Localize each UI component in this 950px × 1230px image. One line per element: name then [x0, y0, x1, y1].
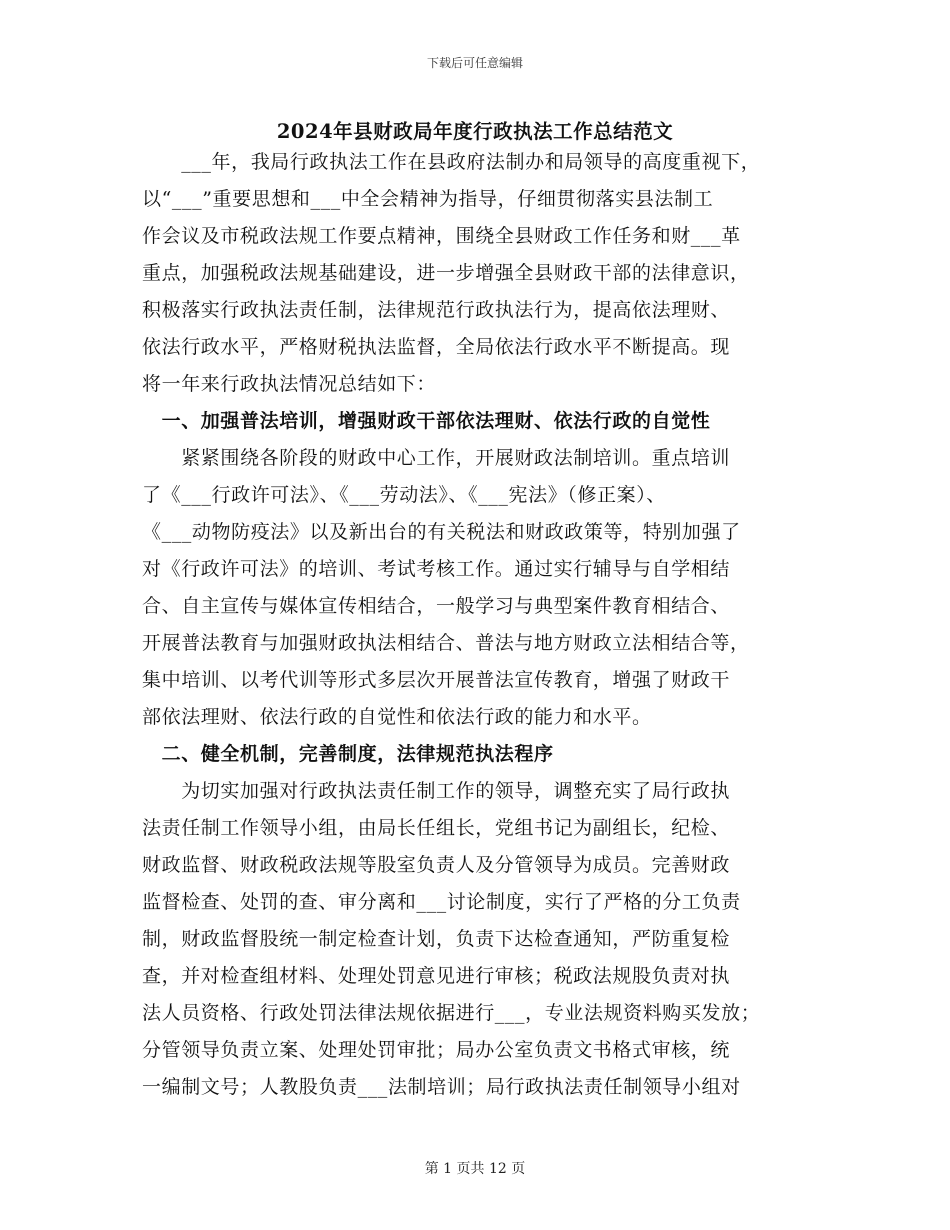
- body-line: 对《行政许可法》的培训、考试考核工作。通过实行辅导与自学相结: [142, 558, 731, 580]
- body-line: 法人员资格、行政处罚法律法规依据进行___，专业法规资料购买发放；: [142, 1002, 761, 1024]
- document-title: 2024年县财政局年度行政执法工作总结范文: [276, 120, 674, 143]
- body-line: 重点，加强税政法规基础建设，进一步增强全县财政干部的法律意识，: [142, 262, 750, 284]
- body-line: 紧紧围绕各阶段的财政中心工作，开展财政法制培训。重点培训: [142, 447, 731, 469]
- body-line: 积极落实行政执法责任制，法律规范行政执法行为，提高依法理财、: [142, 299, 731, 321]
- document-body: [142, 144, 822, 1106]
- section-heading: 二、健全机制，完善制度，法律规范执法程序: [142, 743, 554, 765]
- body-line: 合、自主宣传与媒体宣传相结合，一般学习与典型案件教育相结合、: [142, 595, 731, 617]
- section-heading: 一、加强普法培训，增强财政干部依法理财、依法行政的自觉性: [142, 410, 711, 432]
- body-line: 法责任制工作领导小组，由局长任组长，党组书记为副组长，纪检、: [142, 817, 731, 839]
- body-line: 作会议及市税政法规工作要点精神，围绕全县财政工作任务和财___革: [142, 225, 741, 247]
- body-line: 以“___”重要思想和___中全会精神为指导，仔细贯彻落实县法制工: [142, 188, 714, 210]
- body-line: 开展普法教育与加强财政执法相结合、普法与地方财政立法相结合等，: [142, 632, 750, 654]
- body-line: 制，财政监督股统一制定检查计划，负责下达检查通知，严防重复检: [142, 928, 731, 950]
- body-line: 财政监督、财政税政法规等股室负责人及分管领导为成员。完善财政: [142, 854, 731, 876]
- body-line: 监督检查、处罚的查、审分离和___讨论制度，实行了严格的分工负责: [142, 891, 741, 913]
- body-line: 集中培训、以考代训等形式多层次开展普法宣传教育，增强了财政干: [142, 669, 731, 691]
- body-line: 分管领导负责立案、处理处罚审批；局办公室负责文书格式审核，统: [142, 1039, 731, 1061]
- page-header-note: 下载后可任意编辑: [426, 56, 523, 70]
- body-line: 了《___行政许可法》、《___劳动法》、《___宪法》（修正案）、: [142, 484, 666, 506]
- body-line: 依法行政水平，严格财税执法监督，全局依法行政水平不断提高。现: [142, 336, 731, 358]
- body-line: 一编制文号；人教股负责___法制培训；局行政执法责任制领导小组对: [142, 1076, 741, 1098]
- page-footer: 第 1 页共 12 页: [424, 1161, 526, 1177]
- body-line: 《___动物防疫法》以及新出台的有关税法和财政政策等，特别加强了: [142, 521, 741, 543]
- body-line: 将一年来行政执法情况总结如下：: [142, 373, 437, 395]
- body-line: 部依法理财、依法行政的自觉性和依法行政的能力和水平。: [142, 706, 652, 728]
- body-line: 为切实加强对行政执法责任制工作的领导，调整充实了局行政执: [142, 780, 731, 802]
- body-line: 查，并对检查组材料、处理处罚意见进行审核；税政法规股负责对执: [142, 965, 731, 987]
- body-line: ___年，我局行政执法工作在县政府法制办和局领导的高度重视下，: [142, 151, 761, 173]
